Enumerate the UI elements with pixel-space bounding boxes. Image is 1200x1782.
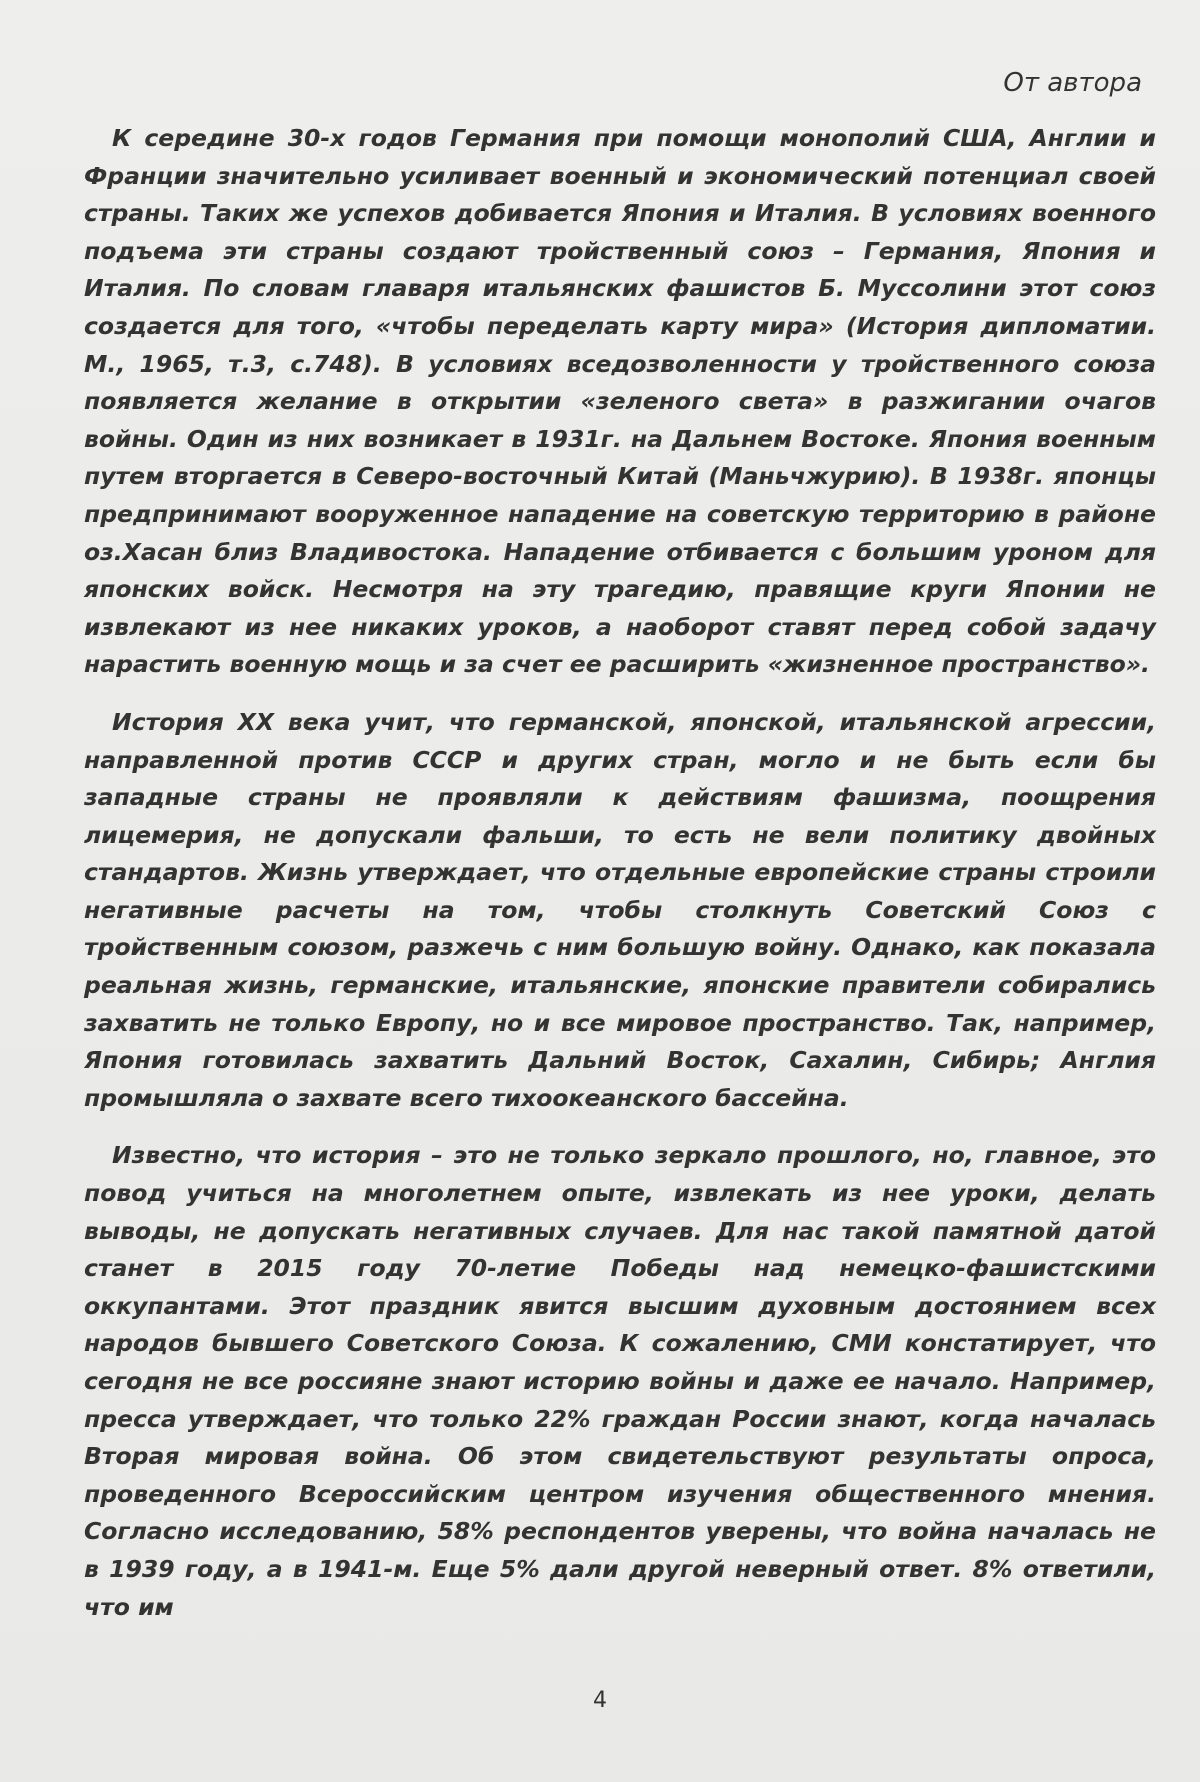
paragraph-2: История XX века учит, что германской, японской, итальянской агрессии, направленной против СССР и других стран, могло и не быть если бы западные страны не проявляли к действиям фашизма, поощрения лицемерия, не допускали фальши, то есть не вели политику двойных стандартов. Жизнь утверждает, что отдельные европейские страны строили негативные расчеты на том, чтобы столкнуть Советский Союз с тройственным союзом, разжечь с ним большую войну. Однако, как показала реальная жизнь, германские, итальянские, японские правители собирались захватить не только Европу, но и все мировое пространство. Так, например, Япония готовилась захватить Дальний Восток, Сахалин, Сибирь; Англия промышляла о захвате всего тихоокеанского бассейна. [84, 707, 1156, 1112]
page-number: 4 [593, 1688, 607, 1713]
paragraph-3: Известно, что история – это не только зеркало прошлого, но, главное, это повод учиться на многолетнем опыте, извлекать из нее уроки, делать выводы, не допускать негативных случаев. Для нас такой памятной датой станет в 2015 году 70-летие Победы над немецко-фашистскими оккупантами. Этот праздник явится высшим духовным достоянием всех народов бывшего Советского Союза. К сожалению, СМИ констатирует, что сегодня не все россияне знают историю войны и даже ее начало. Например, пресса утверждает, что только 22% граждан России знают, когда началась Вторая мировая война. Об этом свидетельствуют результаты опроса, проведенного Всероссийским центром изучения общественного мнения. Согласно исследованию, 58% респондентов уверены, что война началась не в 1939 году, а в 1941-м. Еще 5% дали другой неверный ответ. 8% ответили, что им [84, 1141, 1156, 1621]
body-text [84, 120, 1156, 1646]
paragraph-1: К середине 30-х годов Германия при помощи монополий США, Англии и Франции значительно усиливает военный и экономический потенциал своей страны. Таких же успехов добивается Япония и Италия. В условиях военного подъема эти страны создают тройственный союз – Германия, Япония и Италия. По словам главаря итальянских фашистов Б. Муссолини этот союз создается для того, «чтобы переделать карту мира» (История дипломатии. М., 1965, т.3, с.748). В условиях вседозволенности у тройственного союза появляется желание в открытии «зеленого света» в разжигании очагов войны. Один из них возникает в 1931г. на Дальнем Востоке. Япония военным путем вторгается в Северо-восточный Китай (Маньчжурию). В 1938г. японцы предпринимают вооруженное нападение на советскую территорию в районе оз.Хасан близ Владивостока. Нападение отбивается с большим уроном для японских войск. Несмотря на эту трагедию, правящие круги Японии не извлекают из нее никаких уроков, а наоборот ставят перед собой задачу нарастить военную мощь и за счет ее расширить «жизненное пространство». [84, 124, 1156, 679]
running-header: От автора [1003, 68, 1142, 98]
